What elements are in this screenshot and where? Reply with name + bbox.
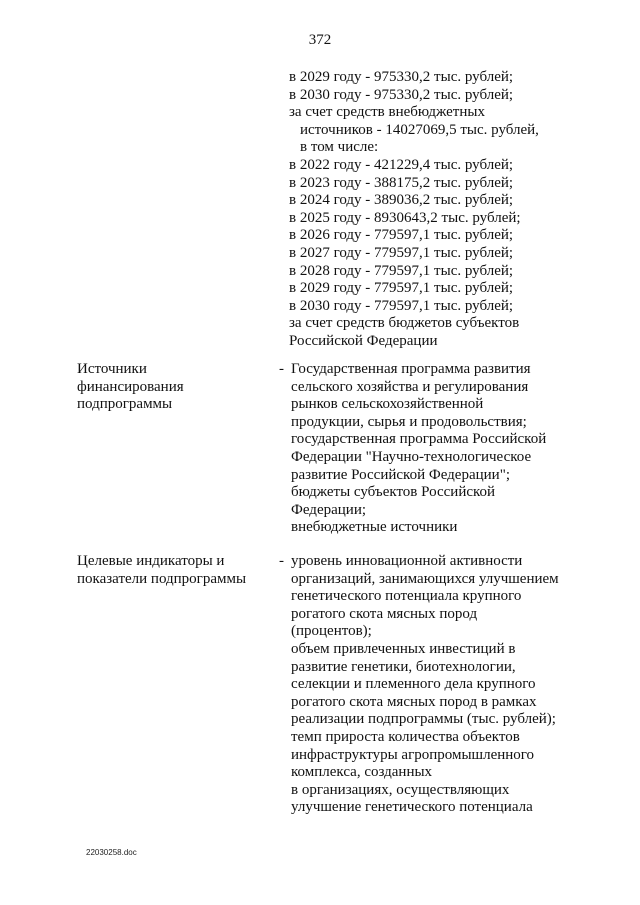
text-line: внебюджетные источники [291, 519, 458, 536]
text-line: рынков сельскохозяйственной [291, 396, 484, 413]
text-line: сельского хозяйства и регулирования [291, 378, 529, 395]
text-line: в 2027 году - 779597,1 тыс. рублей; [289, 244, 514, 261]
text-line: в 2028 году - 779597,1 тыс. рублей; [289, 262, 514, 279]
text-line: в 2030 году - 779597,1 тыс. рублей; [289, 297, 514, 314]
financing-sources-dash: - [279, 361, 284, 377]
text-line: (процентов); [291, 623, 372, 640]
text-line: в 2023 году - 388175,2 тыс. рублей; [289, 174, 514, 191]
page-number: 372 [308, 32, 332, 48]
text-line: в 2026 году - 779597,1 тыс. рублей; [289, 227, 514, 244]
text-line: темп прироста количества объектов [291, 728, 520, 745]
text-line: за счет средств внебюджетных [289, 104, 485, 121]
financing-continuation-list [289, 69, 539, 351]
text-line: в 2029 году - 975330,2 тыс. рублей; [289, 69, 514, 85]
text-line: рогатого скота мясных пород в рамках [291, 693, 537, 710]
text-line: селекции и племенного дела крупного [291, 676, 536, 693]
text-line: Российской Федерации [289, 332, 438, 349]
text-line: Государственная программа развития [291, 361, 531, 377]
text-line: Федерации "Научно-технологическое [291, 448, 532, 465]
text-line: в организациях, осуществляющих [291, 781, 510, 798]
text-line: источников - 14027069,5 тыс. рублей, [300, 121, 539, 138]
target-indicators-value [291, 553, 559, 817]
text-line: улучшение генетического потенциала [291, 799, 533, 816]
text-line: бюджеты субъектов Российской [291, 484, 496, 501]
text-line: Источники [77, 361, 147, 377]
text-line: за счет средств бюджетов субъектов [289, 315, 520, 332]
text-line: комплекса, созданных [291, 764, 433, 781]
text-line: подпрограммы [77, 396, 173, 413]
text-line: уровень инновационной активности [291, 553, 523, 569]
text-line: в 2022 году - 421229,4 тыс. рублей; [289, 156, 514, 173]
text-line: показатели подпрограммы [77, 570, 247, 587]
text-line: развитие Российской Федерации"; [291, 466, 510, 483]
text-line: Целевые индикаторы и [77, 553, 225, 569]
text-line: организаций, занимающихся улучшением [291, 570, 559, 587]
text-line: в 2024 году - 389036,2 тыс. рублей; [289, 192, 514, 209]
text-line: генетического потенциала крупного [291, 588, 522, 605]
text-line: в 2029 году - 779597,1 тыс. рублей; [289, 280, 514, 297]
text-line: в том числе: [300, 139, 379, 156]
financing-sources-label [77, 361, 184, 414]
text-line: в 2025 году - 8930643,2 тыс. рублей; [289, 209, 521, 226]
text-line: государственная программа Российской [291, 431, 547, 448]
text-line: объем привлеченных инвестиций в [291, 640, 516, 657]
text-line: развитие генетики, биотехнологии, [291, 658, 516, 675]
text-line: финансирования [77, 378, 184, 395]
target-indicators-dash: - [279, 553, 284, 569]
text-line: рогатого скота мясных пород [291, 605, 478, 622]
text-line: инфраструктуры агропромышленного [291, 746, 535, 763]
target-indicators-label [77, 553, 246, 588]
text-line: Федерации; [291, 501, 367, 518]
financing-sources-value [291, 361, 546, 537]
text-line: реализации подпрограммы (тыс. рублей); [291, 711, 556, 728]
document-filename-footer: 22030258.doc [86, 848, 137, 857]
text-line: в 2030 году - 975330,2 тыс. рублей; [289, 86, 514, 103]
text-line: продукции, сырья и продовольствия; [291, 413, 527, 430]
